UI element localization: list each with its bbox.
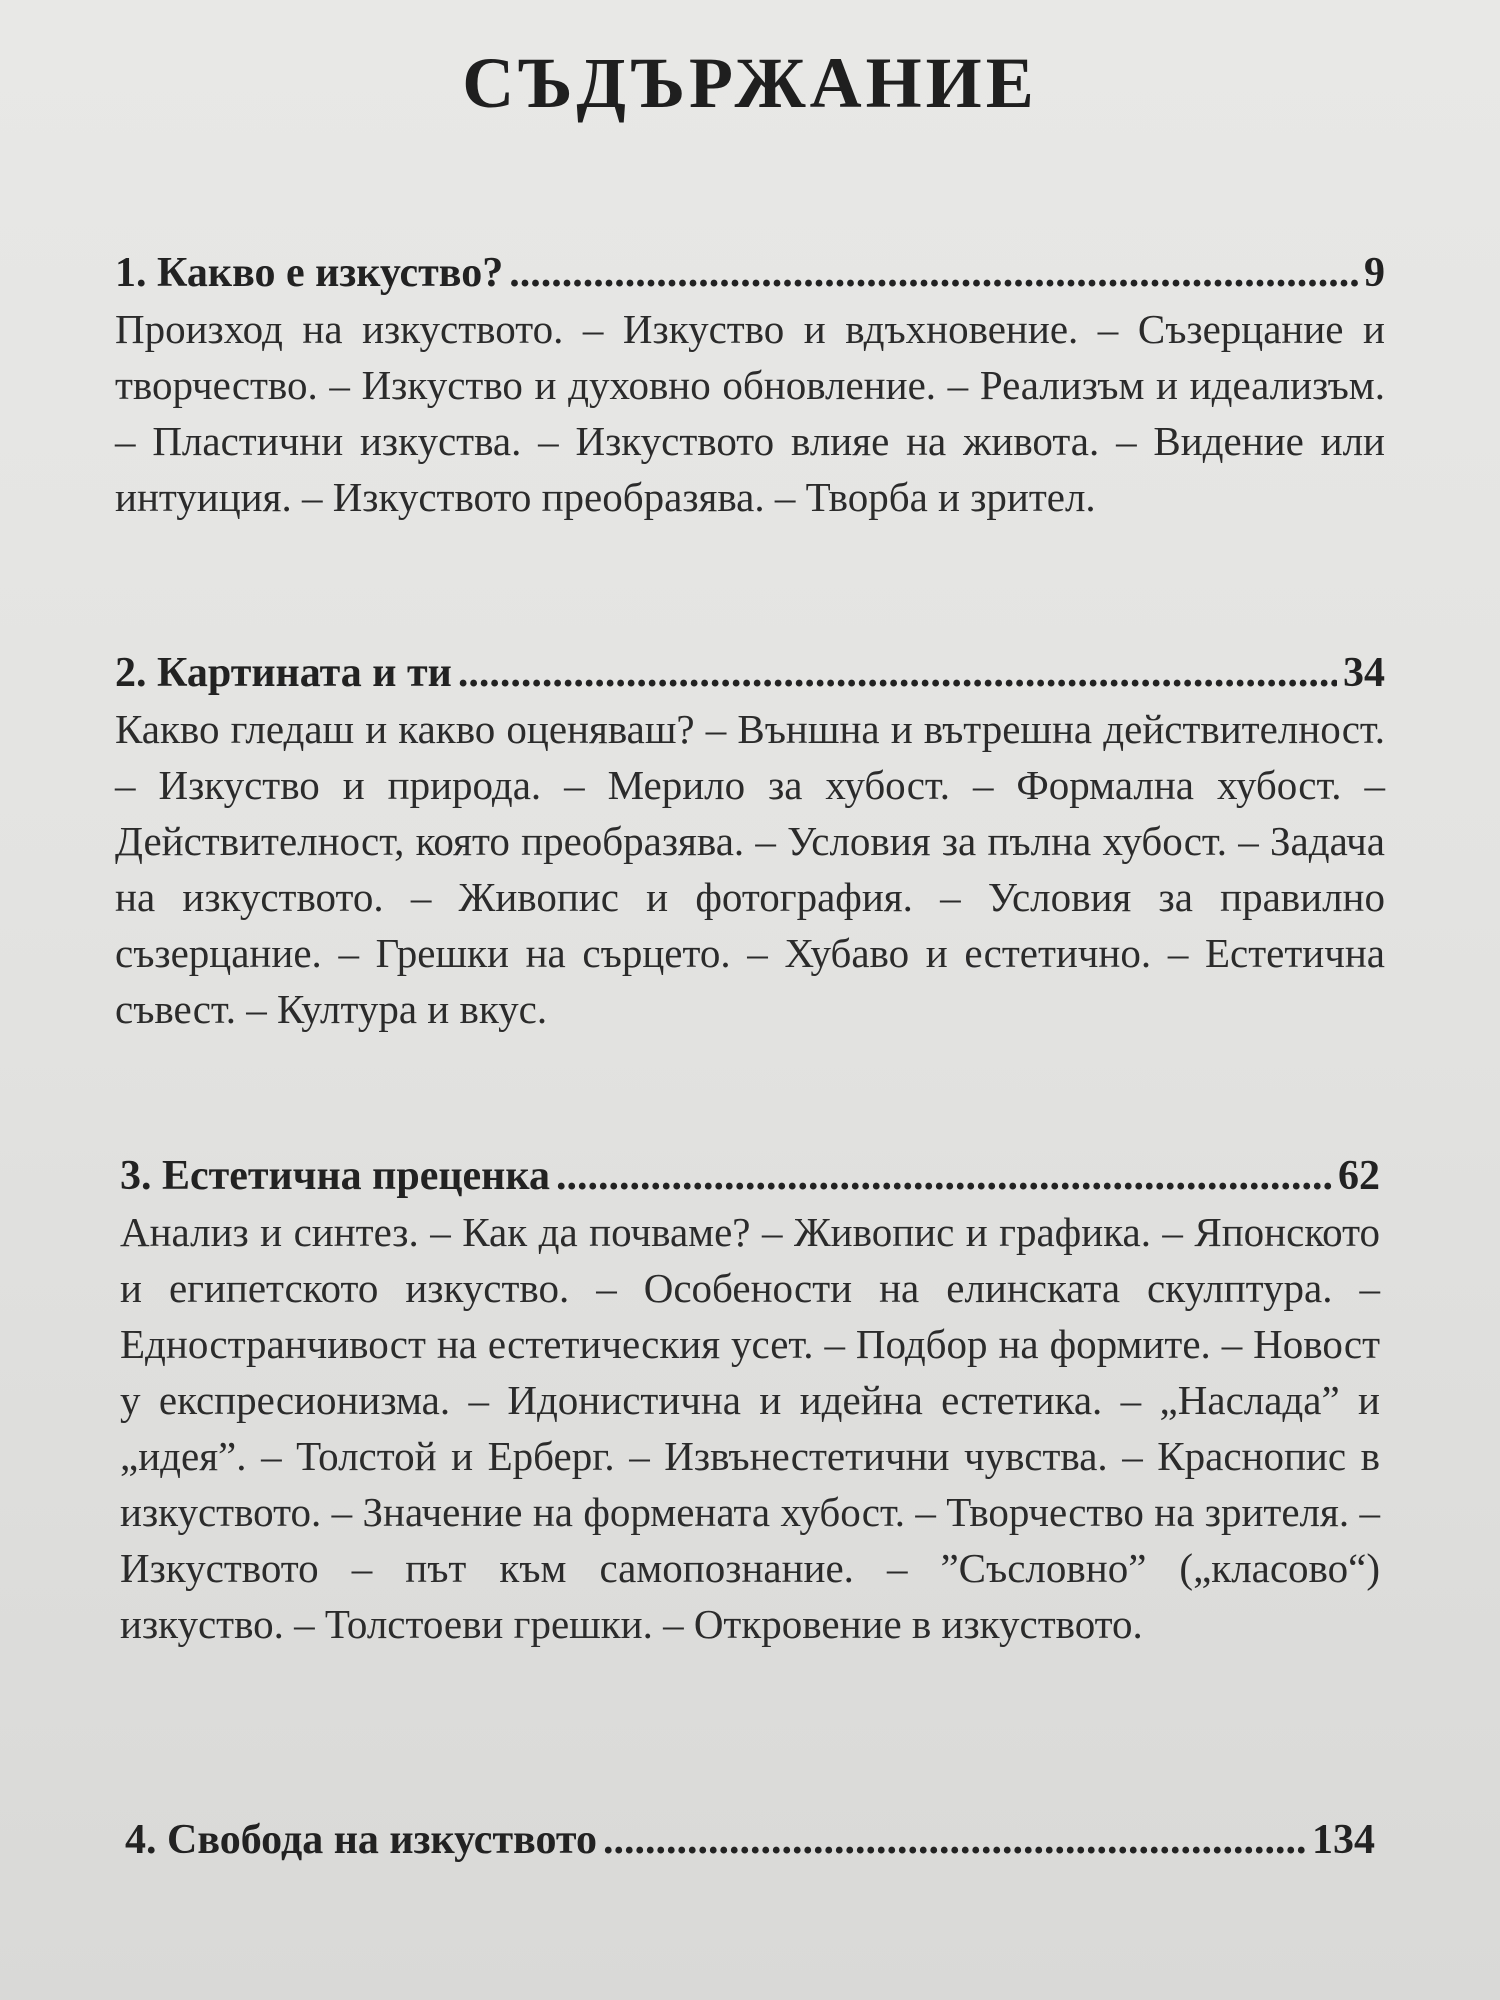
toc-section: [125, 1812, 1375, 1868]
page-number: 134: [1312, 1817, 1375, 1863]
toc-entry-heading: [115, 645, 1385, 701]
toc-section: [115, 245, 1385, 525]
leader-dots: [458, 645, 1337, 701]
section-title: 2. Картината и ти: [115, 650, 452, 696]
toc-section: [120, 1148, 1380, 1652]
section-summary: Произход на изкуството. – Изкуство и вдъхновение. – Съзерцание и творчество. – Изкуство и духовно обновление. – Реализъм и идеализъм. – Пластични изкуства. – Изкуството влияе на живота. – Видение или интуиция. – Изкуството преобразява. – Творба и зрител.: [115, 306, 1385, 520]
page-number: 9: [1364, 250, 1385, 296]
toc-entry-heading: [115, 245, 1385, 301]
page-number: 62: [1338, 1153, 1380, 1199]
section-title: 3. Естетична преценка: [120, 1153, 550, 1199]
section-summary: Анализ и синтез. – Как да почваме? – Живопис и графика. – Японското и египетското изкуство. – Особености на елинската скулптура. – Едностранчивост на естетическия усет. – Подбор на формите. – Новост у експресионизма. – Идонистична и идейна естетика. – „Наслада” и „идея”. – Толстой и Ерберг. – Извънестетични чувства. – Краснопис в изкуството. – Значение на формената хубост. – Творчество на зрителя. – Изкуството – път към самопознание. – ”Съсловно” („класово“) изкуство. – Толстоеви грешки. – Откровение в изкуството.: [120, 1209, 1380, 1647]
leader-dots: [556, 1148, 1332, 1204]
leader-dots: [603, 1812, 1306, 1868]
page-title: СЪДЪРЖАНИЕ: [462, 43, 1038, 123]
toc-entry-heading: [125, 1812, 1375, 1868]
page-number: 34: [1343, 650, 1385, 696]
leader-dots: [509, 245, 1358, 301]
section-summary: Какво гледаш и какво оценяваш? – Външна и вътрешна действителност. – Изкуство и природа. – Мерило за хубост. – Формална хубост. – Действителност, която преобразява. – Условия за пълна хубост. – Задача на изкуството. – Живопис и фотография. – Условия за правилно съзерцание. – Грешки на сърцето. – Хубаво и естетично. – Естетична съвест. – Култура и вкус.: [115, 706, 1385, 1032]
section-title: 4. Свобода на изкуството: [125, 1817, 597, 1863]
toc-section: [115, 645, 1385, 1037]
section-title: 1. Какво е изкуство?: [115, 250, 504, 296]
toc-entry-heading: [120, 1148, 1380, 1204]
